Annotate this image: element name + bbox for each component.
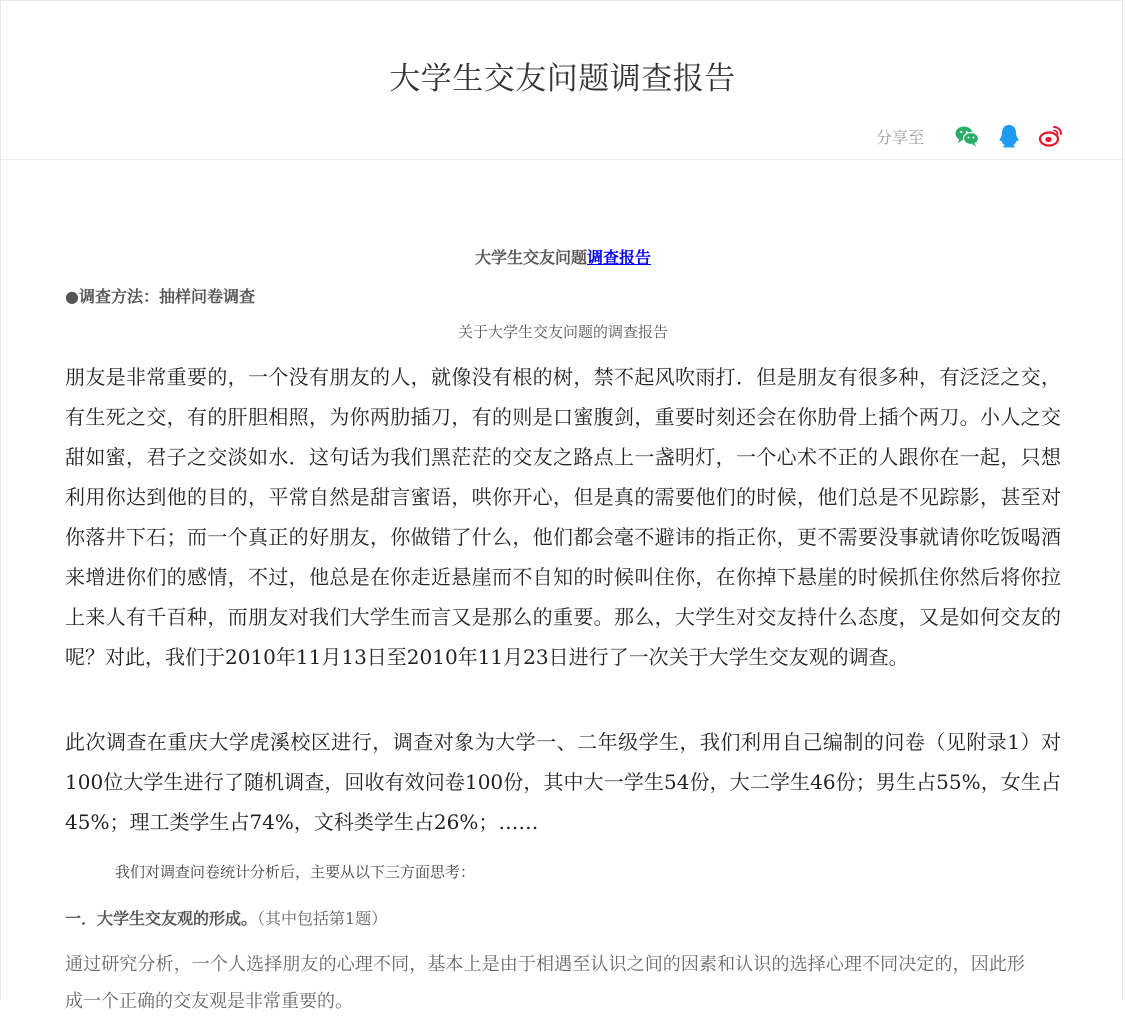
section-title: 一．大学生交友观的形成。 (65, 909, 258, 928)
report-subtitle: 关于大学生交友问题的调查报告 (457, 323, 668, 341)
section-note: （其中包括第1题） (257, 909, 388, 928)
analysis-paragraph: 通过研究分析，一个人选择朋友的心理不同，基本上是由于相遇至认识之间的因素和认识的选择心理不同决定的，因此形成一个正确的交友观是非常重要的。 (65, 954, 1025, 1012)
survey-method: ●调查方法：抽样问卷调查 (65, 287, 255, 306)
weibo-icon[interactable] (1038, 123, 1064, 149)
page-title: 大学生交友问题调查报告 (389, 61, 736, 97)
intro-paragraph: 朋友是非常重要的，一个没有朋友的人，就像没有根的树，禁不起风吹雨打．但是朋友有很多种，有泛泛之交，有生死之交，有的肝胆相照，为你两肋插刀，有的则是口蜜腹剑，重要时刻还会在你肋骨上插个两刀。小人之交甜如蜜，君子之交淡如水．这句话为我们黑茫茫的交友之路点上一盏明灯，一个心术不正的人跟你在一起，只想利用你达到他的目的，平常自然是甜言蜜语，哄你开心，但是真的需要他们的时候，他们总是不见踪影，甚至对你落井下石；而一个真正的好朋友，你做错了什么，他们都会毫不避讳的指正你，更不需要没事就请你吃饭喝酒来增进你们的感情，不过，他总是在你走近悬崖而不自知的时候叫住你，在你掉下悬崖的时候抓住你然后将你拉上来人有千百种，而朋友对我们大学生而言又是那么的重要。那么，大学生对交友持什么态度，又是如何交友的呢？对此，我们于2010年11月13日至2010年11月23日进行了一次关于大学生交友观的调查。 (65, 365, 1061, 669)
share-bar (876, 121, 1064, 151)
survey-report-link[interactable]: 调查报告 (587, 248, 652, 267)
article-header (1, 1, 1124, 160)
share-label: 分享至 (875, 127, 924, 147)
document-heading-text: 大学生交友问题 (474, 248, 587, 267)
wechat-icon[interactable] (954, 123, 980, 149)
section-heading (65, 906, 387, 929)
document-heading (65, 245, 1061, 268)
qq-icon[interactable] (996, 123, 1022, 149)
analysis-intro-note: 我们对调查问卷统计分析后，主要从以下三方面思考： (115, 863, 476, 881)
survey-details-paragraph: 此次调查在重庆大学虎溪校区进行，调查对象为大学一、二年级学生，我们利用自己编制的问卷（见附录1）对100位大学生进行了随机调查，回收有效问卷100份，其中大一学生54份，大二学生46份；男生占55%，女生占45%；理工类学生占74%，文科类学生占26%；…… (65, 730, 1061, 834)
